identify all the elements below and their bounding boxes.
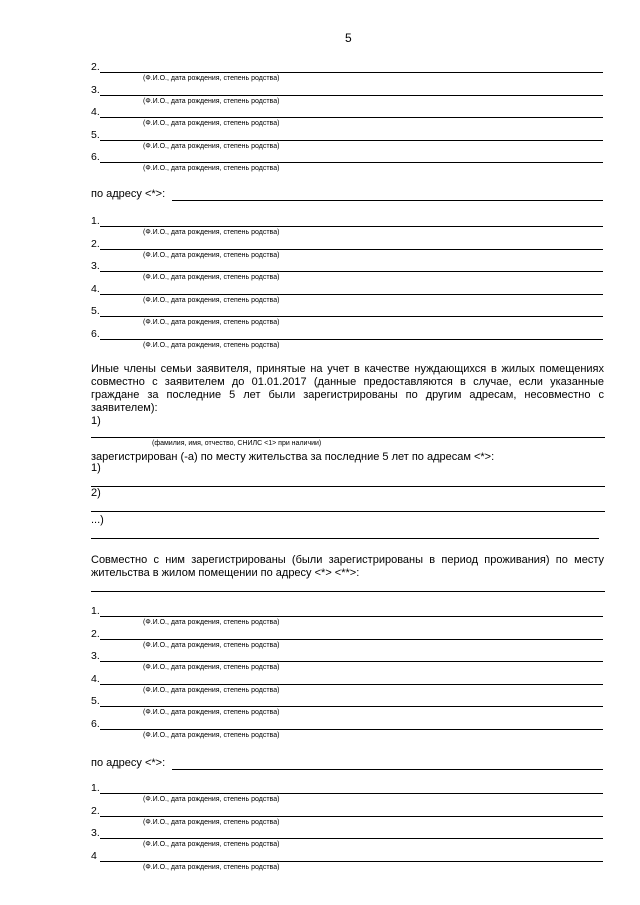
relative-a-row-caption: (Ф.И.О., дата рождения, степень родства) — [143, 120, 280, 127]
relative-b-input-line[interactable] — [100, 294, 603, 295]
relative-d-row-caption: (Ф.И.О., дата рождения, степень родства) — [143, 863, 280, 871]
relative-c-row-caption: (Ф.И.О., дата рождения, степень родства) — [143, 664, 280, 671]
relative-b-row-number: 6. — [91, 327, 100, 340]
relative-a-row-number: 3. — [91, 83, 100, 96]
relative-d-row-number: 3. — [91, 827, 100, 839]
relative-b-row-caption: (Ф.И.О., дата рождения, степень родства) — [143, 274, 280, 281]
relative-c-row-number: 3. — [91, 650, 100, 662]
relative-c-row-number: 4. — [91, 672, 100, 685]
relative-c-input-line[interactable] — [100, 661, 603, 662]
relative-a-input-line[interactable] — [100, 140, 603, 141]
relative-d-row-caption: (Ф.И.О., дата рождения, степень родства) — [143, 841, 280, 848]
relative-b-row-caption: (Ф.И.О., дата рождения, степень родства) — [143, 296, 280, 304]
relative-c-row-caption: (Ф.И.О., дата рождения, степень родства) — [143, 731, 280, 739]
address-item-input-line[interactable] — [91, 486, 605, 487]
other-member-item-number: 1) — [91, 415, 101, 427]
relative-c-input-line[interactable] — [100, 729, 603, 730]
coregistered-paragraph: Совместно с ним зарегистрированы (были зарегистрированы в период проживания) по месту жительства в жилом помещении по адресу <*> <**>: — [91, 554, 604, 579]
page-number: 5 — [345, 31, 352, 45]
other-member-caption: (фамилия, имя, отчество, СНИЛС <1> при наличии) — [152, 440, 322, 447]
relative-b-row-number: 2. — [91, 237, 100, 250]
relative-a-row-number: 4. — [91, 106, 100, 118]
other-members-paragraph: Иные члены семьи заявителя, принятые на учет в качестве нуждающихся в жилых помещениях совместно с заявителем до 01.01.2017 (данные предоставляются в случае, если указанные граждане за последние 5 лет были зарегистрированы по другим адресам, несовместно с заявителем): — [91, 363, 604, 414]
relative-b-row-caption: (Ф.И.О., дата рождения, степень родства) — [143, 251, 280, 259]
relative-c-input-line[interactable] — [100, 616, 603, 617]
relative-d-row-caption: (Ф.И.О., дата рождения, степень родства) — [143, 796, 280, 803]
relative-c-input-line[interactable] — [100, 684, 603, 685]
relative-a-row-caption: (Ф.И.О., дата рождения, степень родства) — [143, 97, 280, 105]
other-member-input-line[interactable] — [91, 437, 605, 438]
relative-b-row-number: 4. — [91, 282, 100, 295]
relative-c-row-number: 5. — [91, 695, 100, 707]
relative-b-row-number: 1. — [91, 215, 100, 227]
address-label: по адресу <*>: — [91, 757, 166, 769]
coregistered-address-line[interactable] — [91, 591, 605, 592]
relative-c-input-line[interactable] — [100, 639, 603, 640]
relative-b-input-line[interactable] — [100, 271, 603, 272]
relative-d-row-number: 1. — [91, 782, 100, 794]
relative-a-input-line[interactable] — [100, 117, 603, 118]
relative-a-row-caption: (Ф.И.О., дата рождения, степень родства) — [143, 75, 280, 82]
relative-d-row-number: 2. — [91, 804, 100, 817]
relative-b-row-number: 3. — [91, 260, 100, 272]
relative-d-input-line[interactable] — [100, 861, 603, 862]
relative-a-row-caption: (Ф.И.О., дата рождения, степень родства) — [143, 165, 280, 172]
relative-a-row-number: 5. — [91, 128, 100, 141]
relative-a-input-line[interactable] — [100, 162, 603, 163]
relative-a-row-number: 2. — [91, 61, 100, 73]
relative-d-input-line[interactable] — [100, 793, 603, 794]
relative-a-row-number: 6. — [91, 151, 100, 163]
relative-a-row-caption: (Ф.И.О., дата рождения, степень родства) — [143, 142, 280, 150]
address-input-line[interactable] — [172, 769, 603, 770]
relative-d-row-caption: (Ф.И.О., дата рождения, степень родства) — [143, 818, 280, 826]
relative-b-row-caption: (Ф.И.О., дата рождения, степень родства) — [143, 341, 280, 349]
relative-c-row-number: 1. — [91, 605, 100, 617]
relative-b-input-line[interactable] — [100, 316, 603, 317]
relative-c-row-number: 6. — [91, 717, 100, 730]
relative-b-input-line[interactable] — [100, 226, 603, 227]
address-label: по адресу <*>: — [91, 188, 166, 200]
address-input-line[interactable] — [172, 200, 603, 201]
relative-c-input-line[interactable] — [100, 706, 603, 707]
relative-b-row-number: 5. — [91, 305, 100, 317]
relative-b-input-line[interactable] — [100, 249, 603, 250]
relative-c-row-caption: (Ф.И.О., дата рождения, степень родства) — [143, 686, 280, 694]
relative-c-row-caption: (Ф.И.О., дата рождения, степень родства) — [143, 641, 280, 649]
address-item-input-line[interactable] — [91, 538, 599, 539]
address-item-number: ...) — [91, 514, 104, 526]
registered-label: зарегистрирован (-а) по месту жительства за последние 5 лет по адресам <*>: — [91, 451, 495, 463]
relative-b-row-caption: (Ф.И.О., дата рождения, степень родства) — [143, 229, 280, 236]
relative-a-input-line[interactable] — [100, 95, 603, 96]
address-item-number: 1) — [91, 462, 101, 474]
relative-c-row-caption: (Ф.И.О., дата рождения, степень родства) — [143, 619, 280, 626]
relative-d-input-line[interactable] — [100, 816, 603, 817]
relative-d-row-number: 4 — [91, 849, 97, 862]
address-item-number: 2) — [91, 487, 101, 499]
relative-c-row-caption: (Ф.И.О., дата рождения, степень родства) — [143, 709, 280, 716]
relative-d-input-line[interactable] — [100, 838, 603, 839]
relative-b-input-line[interactable] — [100, 339, 603, 340]
relative-a-input-line[interactable] — [100, 72, 603, 73]
address-item-input-line[interactable] — [91, 511, 605, 512]
relative-c-row-number: 2. — [91, 627, 100, 640]
relative-b-row-caption: (Ф.И.О., дата рождения, степень родства) — [143, 319, 280, 326]
